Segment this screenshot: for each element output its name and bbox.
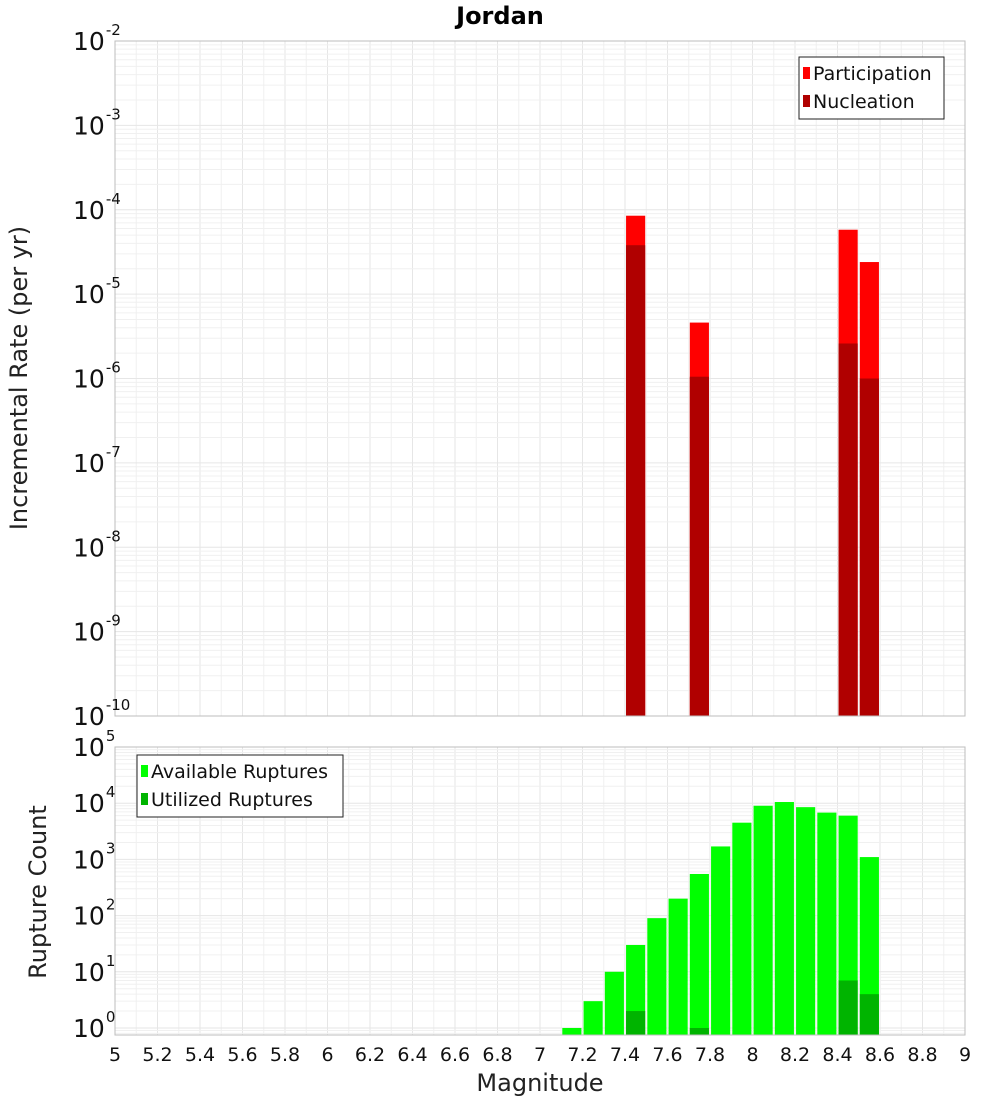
x-tick-label: 7.2 xyxy=(567,1044,598,1066)
available-ruptures-bar xyxy=(711,846,730,1035)
legend-label: Nucleation xyxy=(813,91,915,113)
x-tick-label: 8.8 xyxy=(907,1044,938,1066)
legend-label: Utilized Ruptures xyxy=(151,789,313,811)
x-tick-label: 7 xyxy=(533,1044,547,1066)
incremental-rate-panel xyxy=(73,21,965,731)
x-tick-label: 8 xyxy=(746,1044,759,1066)
available-ruptures-bar xyxy=(690,874,709,1035)
available-ruptures-bar xyxy=(732,823,751,1035)
y-tick-label: $10^2$ xyxy=(73,895,116,931)
x-tick-label: 5.2 xyxy=(142,1044,173,1066)
available-ruptures-bar xyxy=(669,899,688,1035)
legend-swatch xyxy=(141,765,148,777)
nucleation-bar xyxy=(839,343,858,716)
available-ruptures-bar xyxy=(647,918,666,1035)
available-ruptures-bar xyxy=(562,1028,581,1035)
y-tick-label: $10^{-6}$ xyxy=(73,358,121,394)
utilized-ruptures-bar xyxy=(690,1028,709,1035)
x-tick-labels xyxy=(109,1044,971,1066)
y-tick-label: $10^3$ xyxy=(73,839,116,875)
available-ruptures-bar xyxy=(605,972,624,1035)
rupture-legend xyxy=(137,755,343,817)
y-tick-label: $10^{-8}$ xyxy=(73,527,121,563)
x-tick-label: 8.4 xyxy=(822,1044,853,1066)
x-tick-label: 6.4 xyxy=(397,1044,428,1066)
y-tick-label: $10^{-3}$ xyxy=(73,105,121,141)
y-tick-label: $10^{-9}$ xyxy=(73,611,121,647)
y-tick-label: $10^{-4}$ xyxy=(73,189,121,225)
y-tick-labels xyxy=(73,727,115,1043)
nucleation-bar xyxy=(860,379,879,717)
legend-label: Participation xyxy=(813,63,932,85)
x-tick-label: 5.4 xyxy=(184,1044,216,1066)
available-ruptures-bar xyxy=(775,802,794,1035)
legend-swatch xyxy=(803,67,810,79)
top-y-axis-label: Incremental Rate (per yr) xyxy=(5,225,33,531)
y-tick-label: $10^1$ xyxy=(73,951,116,987)
x-tick-label: 8.6 xyxy=(864,1044,896,1066)
x-tick-label: 6.2 xyxy=(354,1044,386,1066)
x-tick-label: 6 xyxy=(321,1044,334,1066)
y-tick-label: $10^4$ xyxy=(73,783,116,819)
nucleation-bar xyxy=(690,377,709,716)
x-tick-label: 7.8 xyxy=(694,1044,726,1066)
chart-title: Jordan xyxy=(456,2,544,30)
grid xyxy=(115,41,965,716)
y-tick-label: $10^{-10}$ xyxy=(73,696,131,731)
utilized-ruptures-bar xyxy=(626,1011,645,1035)
available-ruptures-bar xyxy=(754,806,773,1035)
y-tick-label: $10^{-2}$ xyxy=(73,21,121,56)
available-ruptures-bar xyxy=(817,813,836,1035)
y-tick-label: $10^0$ xyxy=(73,1007,116,1043)
available-ruptures-bar xyxy=(796,807,815,1035)
available-ruptures-bar xyxy=(584,1001,603,1035)
x-tick-label: 7.4 xyxy=(609,1044,641,1066)
x-tick-label: 7.6 xyxy=(652,1044,683,1066)
bottom-y-axis-label: Rupture Count xyxy=(24,805,52,979)
legend-label: Available Ruptures xyxy=(151,761,328,783)
legend-swatch xyxy=(141,793,148,805)
x-tick-label: 8.2 xyxy=(779,1044,811,1066)
utilized-ruptures-bar xyxy=(839,980,858,1035)
y-tick-label: $10^{-7}$ xyxy=(73,442,121,478)
x-tick-label: 6.8 xyxy=(482,1044,513,1066)
legend-swatch xyxy=(803,95,810,107)
x-tick-label: 5 xyxy=(108,1044,122,1066)
y-tick-label: $10^{-5}$ xyxy=(73,274,121,310)
rupture-count-panel xyxy=(73,727,971,1066)
nucleation-bar xyxy=(626,245,645,716)
x-axis-label: Magnitude xyxy=(476,1069,604,1097)
y-tick-label: $10^5$ xyxy=(73,727,116,762)
rate-legend xyxy=(799,57,944,119)
x-tick-label: 5.8 xyxy=(269,1044,301,1066)
x-tick-label: 5.6 xyxy=(227,1044,258,1066)
x-tick-label: 6.6 xyxy=(439,1044,471,1066)
utilized-ruptures-bar xyxy=(860,994,879,1035)
x-tick-label: 9 xyxy=(958,1044,972,1066)
